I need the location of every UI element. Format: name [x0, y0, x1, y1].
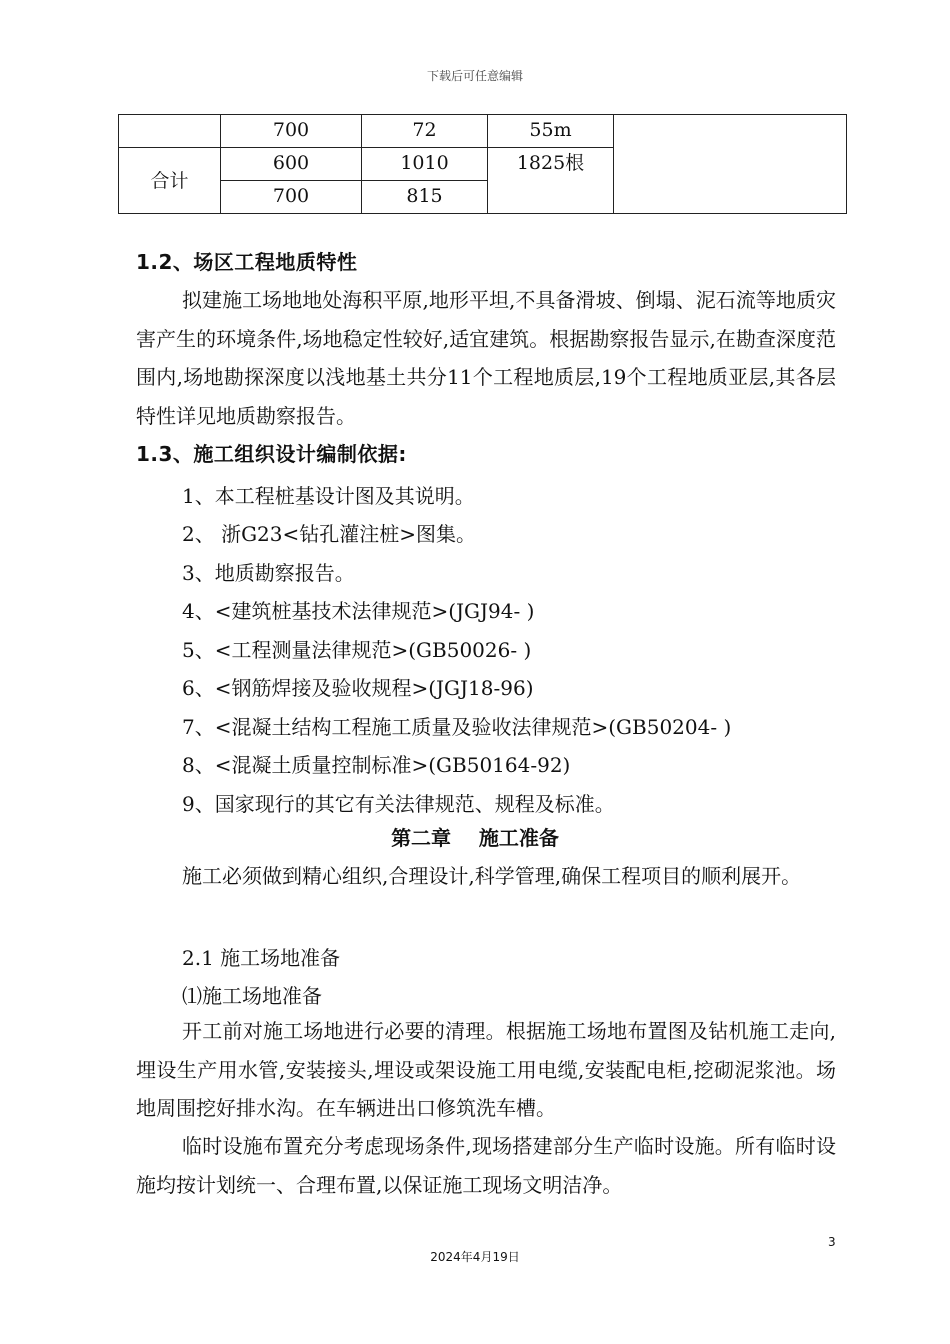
- table-cell: 55m: [488, 115, 614, 148]
- table-cell: 815: [362, 181, 488, 214]
- list-item: 4、<建筑桩基技术法律规范>(JGJ94- ): [182, 599, 535, 623]
- table-cell-remarks: [614, 115, 847, 214]
- table-cell: 700: [221, 115, 362, 148]
- list-item: 6、<钢筋焊接及验收规程>(JGJ18-96): [182, 676, 534, 700]
- table-cell: 600: [221, 148, 362, 181]
- table-cell: 700: [221, 181, 362, 214]
- page-number: 3: [828, 1235, 836, 1249]
- table-cell: 72: [362, 115, 488, 148]
- list-item: 9、国家现行的其它有关法律规范、规程及标准。: [182, 792, 615, 816]
- section-heading-1-2: 1.2、场区工程地质特性: [136, 250, 358, 274]
- pile-summary-table: [118, 114, 847, 214]
- table-total-label: 合计: [119, 148, 221, 214]
- section-heading-1-3: 1.3、施工组织设计编制依据:: [136, 442, 407, 466]
- site-prep-paragraph: 开工前对施工场地进行必要的清理。根据施工场地布置图及钻机施工走向,埋设生产用水管,安装接头,埋设或架设施工用电缆,安装配电柜,挖砌泥浆池。场地周围挖好排水沟。在车辆进出口修筑洗车槽。: [136, 1019, 836, 1120]
- table-cell-total-count: 1825根: [488, 148, 614, 214]
- list-item: 8、<混凝土质量控制标准>(GB50164-92): [182, 753, 571, 777]
- subsection-heading-2-1: 2.1 施工场地准备: [182, 946, 341, 970]
- chapter-title: 第二章 施工准备: [391, 826, 559, 850]
- list-item: 3、地质勘察报告。: [182, 561, 355, 585]
- chapter-intro-paragraph: 施工必须做到精心组织,合理设计,科学管理,确保工程项目的顺利展开。: [182, 864, 802, 888]
- table-row: [119, 115, 847, 148]
- list-item: 1、本工程桩基设计图及其说明。: [182, 484, 475, 508]
- list-item: 5、<工程测量法律规范>(GB50026- ): [182, 638, 532, 662]
- table-cell: [119, 115, 221, 148]
- subsection-heading-1: ⑴施工场地准备: [182, 984, 322, 1008]
- section-1-2-paragraph: 拟建施工场地地处海积平原,地形平坦,不具备滑坡、倒塌、泥石流等地质灾害产生的环境条件,场地稳定性较好,适宜建筑。根据勘察报告显示,在勘查深度范围内,场地勘探深度以浅地基土共分11个工程地质层,19个工程地质亚层,其各层特性详见地质勘察报告。: [136, 288, 836, 428]
- footer-date: 2024年4月19日: [430, 1250, 520, 1264]
- temporary-facilities-paragraph: 临时设施布置充分考虑现场条件,现场搭建部分生产临时设施。所有临时设施均按计划统一、合理布置,以保证施工现场文明洁净。: [136, 1134, 836, 1197]
- list-item: 2、 浙G23<钻孔灌注桩>图集。: [182, 522, 477, 546]
- table-cell: 1010: [362, 148, 488, 181]
- page-header: 下载后可任意编辑: [426, 69, 523, 83]
- list-item: 7、<混凝土结构工程施工质量及验收法律规范>(GB50204- ): [182, 715, 732, 739]
